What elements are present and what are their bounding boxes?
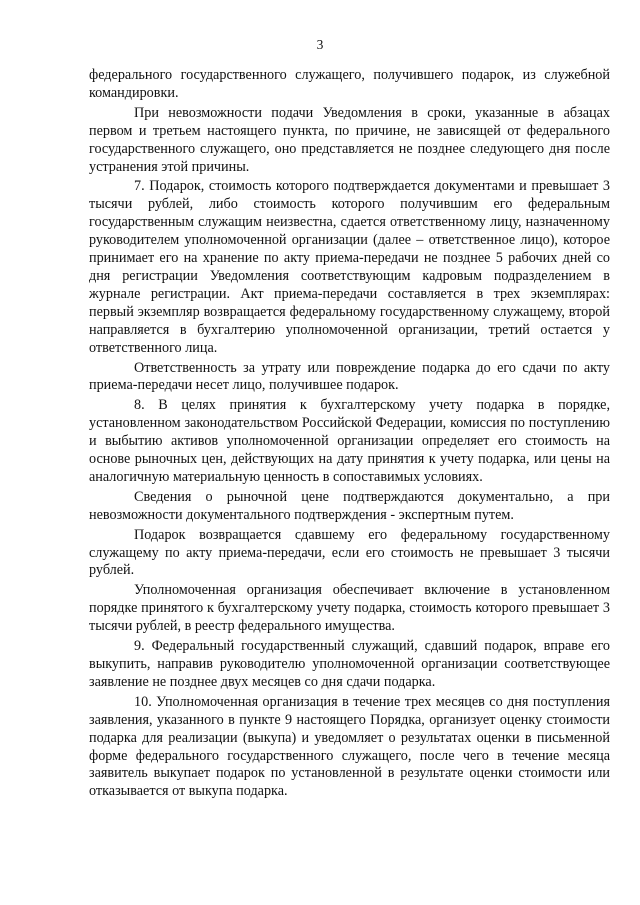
paragraph-continuation: федерального государственного служащего, получившего подарок, из служебной командировки. [89, 67, 610, 101]
paragraph-item-8: 8. В целях принятия к бухгалтерскому учету подарка в порядке, установленном законодательством Российской Федерации, комиссия по поступлению и выбытию активов уполномоченной организации определяет его стоимость на основе рыночных цен, действующих на дату принятия к учету подарка, или цены на аналогичную материальную ценность в сопоставимых условиях. [89, 397, 610, 485]
paragraph-item-10: 10. Уполномоченная организация в течение трех месяцев со дня поступления заявления, указанного в пункте 9 настоящего Порядка, организует оценку стоимости подарка для реализации (выкупа) и уведомляет о результатах оценки в письменной форме федерального государственного служащего, после чего в течение месяца заявитель выкупает подарок по установленной в результате оценки стоимости или отказывается от выкупа подарка. [89, 693, 610, 800]
paragraph-gift-return: Подарок возвращается сдавшему его федеральному государственному служащему по акту приема-передачи, если его стоимость не превышает 3 тысячи рублей. [89, 526, 610, 579]
paragraph-item-7: 7. Подарок, стоимость которого подтверждается документами и превышает 3 тысячи рублей, либо стоимость которого получившим его федеральным государственным служащим неизвестна, сдается ответственному лицу, назначенному руководителем уполномоченной организации (далее – ответственное лицо), которое принимает его на хранение по акту приема-передачи не позднее 5 рабочих дней со дня регистрации Уведомления соответствующим кадровым подразделением в журнале регистрации. Акт приема-передачи составляется в трех экземплярах: первый экземпляр возвращается федеральному государственному служащему, второй направляется в бухгалтерию уполномоченной организации, третий остается у ответственного лица. [89, 178, 610, 356]
paragraph-responsibility: Ответственность за утрату или повреждение подарка до его сдачи по акту приема-передачи несет лицо, получившее подарок. [89, 359, 610, 394]
paragraph-late-submission: При невозможности подачи Уведомления в сроки, указанные в абзацах первом и третьем настоящего пункта, по причине, не зависящей от федерального государственного служащего, оно представляется не позднее следующего дня после устранения этой причины. [89, 104, 610, 175]
paragraph-registry: Уполномоченная организация обеспечивает включение в установленном порядке принятого к бухгалтерскому учету подарка, стоимость которого превышает 3 тысячи рублей, в реестр федерального имущества. [89, 582, 610, 635]
paragraph-market-price: Сведения о рыночной цене подтверждаются документально, а при невозможности документального подтверждения - экспертным путем. [89, 488, 610, 523]
paragraph-item-9: 9. Федеральный государственный служащий, сдавший подарок, вправе его выкупить, направив руководителю уполномоченной организации соответствующее заявление не позднее двух месяцев со дня сдачи подарка. [89, 638, 610, 690]
page-number: 3 [316, 37, 324, 52]
document-body [89, 67, 610, 803]
